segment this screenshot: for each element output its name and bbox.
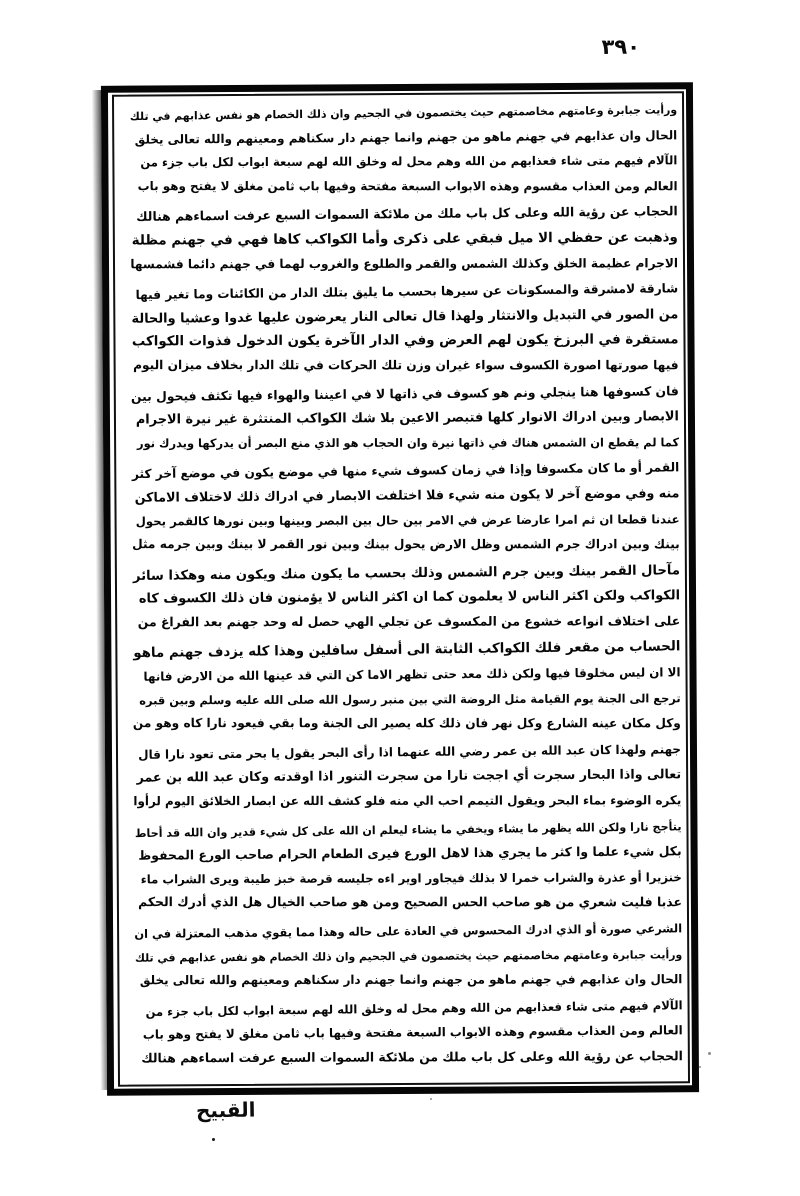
text-line-content: الحجاب عن رؤية الله وعلى كل باب ملك من ملائكة السموات السبع عرفت اسماءهم هنالك: [141, 1048, 683, 1066]
text-line-content: الحال وان عذابهم في جهنم ماهو من جهنم وانما جهنم دار سكناهم ومعينهم والله تعالى يخلق: [139, 972, 683, 988]
text-line-content: مآحال القمر بينك وبين جرم الشمس وذلك بحسب ما يكون منك ويكون منه وهكذا سائر: [132, 562, 680, 584]
text-line: [133, 762, 681, 791]
text-line: [133, 608, 681, 635]
text-line: [132, 531, 680, 557]
text-line: [131, 403, 679, 432]
text-line-content: الحال وان عذابهم في جهنم ماهو من جهنم وانما جهنم دار سكناهم ومعينهم والله تعالى يخلق: [134, 127, 678, 147]
text-line: [135, 966, 683, 993]
text-line-content: الا ان ليس مخلوقا فيها ولكن ذلك معد حتى تظهر الاما كن التي قد عينها الله من الارض فانها: [143, 665, 681, 684]
text-line-content: القمر أو ما كان مكسوفا وإذا في زمان كسوف شيء منها في موضع يكون في موضع آخر كثر: [131, 460, 680, 482]
text-line: [131, 352, 679, 378]
text-line-content: شارقة لامشرقة والمسكونات عن سيرها بحسب ما يليق بتلك الدار من الكائنات وما تغير فيها: [135, 281, 679, 303]
text-line: [133, 710, 681, 736]
text-line-content: الآلام فيهم متى شاء فعذابهم من الله وهم محل له وخلق الله لهم سبعة ابواب لكل باب جزء من: [145, 998, 683, 1019]
text-line-content: العالم ومن العذاب مقسوم وهذه الابواب السبعة مفتحة وفيها باب ثامن مغلق لا يفتح وهو باب: [137, 178, 678, 194]
text-line: [130, 173, 678, 199]
text-line-content: من الصور في التبديل والانتثار ولهذا قال تعالى النار يعرضون عليها غدوا وعشيا والحالة: [131, 307, 679, 327]
text-line: [132, 583, 680, 612]
ink-speck: [708, 1052, 711, 1055]
text-line-content: تعالى واذا البحار سجرت أي اججت نارا من سجرت التنور اذا اوقدته وكان عبد الله بن عمر: [136, 767, 682, 787]
text-line-content: فيها صورتها اصورة الكسوف سواء غيران وزن تلك الحركات في تلك الدار بخلاف ميزان اليوم: [133, 358, 679, 373]
catchword: القبيح: [195, 1097, 256, 1123]
text-line-content: وكل مكان عينه الشارع وكل نهر فان ذلك كله يصير الى الجنة وما بقي فيعود نارا كاه وهو من: [132, 716, 681, 731]
text-line-content: جهنم ولهذا كان عبد الله بن عمر رضي الله عنهما اذا رأى البحر يقول يا بحر متى تعود نارا قال: [138, 742, 682, 762]
text-line-content: ترجع الى الجنة يوم القيامة مثل الروضة التي بين منبر رسول الله صلى الله عليه وسلم وبين قبره: [139, 690, 681, 708]
text-line-content: الشرعي صورة أو الذي ادرك المحسوس في العادة على حاله وهذا مما يقوي مذهب المعتزلة في ان: [134, 921, 683, 941]
text-line-content: عندنا قطعا ان ثم امرا عارضا عرض في الامر بين حال بين البصر وبينها وبين نورها كالقمر يحول: [135, 511, 680, 528]
text-line-content: الكواكب ولكن اكثر الناس لا يعلمون كما ان اكثر الناس لا يؤمنون فان ذلك الكسوف كاه: [138, 588, 681, 607]
text-line: [130, 224, 678, 253]
text-line: [134, 787, 682, 814]
text-line: [134, 890, 682, 916]
text-line-content: الاجرام عظيمة الخلق وكذلك الشمس والقمر والطلوع والغروب لهما في جهنم دائما فشمسها: [130, 255, 679, 271]
text-line: [131, 429, 679, 456]
text-line-content: كما لم يقطع ان الشمس هناك في ذاتها نيرة وان الحجاب هو الذي منع البصر أن يدركها ويدرك نور: [137, 435, 680, 451]
text-line: [130, 250, 678, 277]
ink-speck: [699, 1066, 701, 1068]
text-line: [135, 1043, 683, 1071]
ink-speck: [430, 1098, 432, 1100]
text-line-content: العالم ومن العذاب مقسوم وهذه الابواب السبعة مفتحة وفيها باب ثامن مغلق لا يفتح وهو باب: [142, 1023, 683, 1043]
text-line-content: بينك وبين ادراك جرم الشمس وظل الارض يحول بينك وبين نور القمر لا بينك وبين جرمه مثل: [132, 537, 680, 552]
text-frame: [101, 82, 699, 1096]
text-line-content: الآلام فيهم متى شاء فعذابهم من الله وهم محل له وخلق الله لهم سبعة ابواب لكل باب جزء من: [140, 153, 678, 170]
text-line-content: فان كسوفها هنا ينجلي ونم هو كسوف في ذاتها لا في اعيننا والهواء فيها تكثف فيحول بين: [130, 382, 679, 404]
body-text-block: [121, 96, 683, 1083]
text-line: [130, 147, 678, 175]
text-line-content: ورأيت جبابرة وعامتهم مخاصمتهم حيث يختصمون في الجحيم وان ذلك الخصام هو نفس عذابهم في تلك: [134, 947, 683, 965]
text-line-content: عذبا فليت شعري من هو صاحب الحس الصحيح ومن هو صاحب الخيال هل الذي أدرك الحكم: [138, 894, 682, 910]
text-line-content: منه وفي موضع آخر لا يكون منه شيء فلا اختلفت الابصار في ادراك ذلك لاختلاف الاماكن: [134, 486, 680, 506]
text-line: [133, 685, 681, 713]
text-line-content: خنزيرا أو عذرة والشراب خمرا لا بذلك فيجاور اوير اءه جليسه قرصة خبز طيبة ويرى الشراب ماء: [140, 870, 682, 887]
text-line: [134, 864, 682, 892]
text-line-content: الابصار وبين ادراك الانوار كلها فتبصر الاعين بلا شك الكواكب المنتثرة غير نيرة الاجرام: [135, 409, 679, 428]
page-number: ٣٩٠: [601, 34, 641, 60]
text-line-content: الحساب من مقعر فلك الكواكب الثابتة الى أسفل سافلين وهذا كله يزدف جهنم ماهو: [133, 638, 681, 662]
text-line-content: الحجاب عن رؤية الله وعلى كل باب ملك من ملائكة السموات السبع عرفت اسماءهم هنالك: [136, 203, 678, 225]
text-line: [132, 506, 680, 534]
text-line-content: يكره الوضوء بماء البحر ويقول التيمم احب الي منه فلو كشف الله عن ابصار الخلائق اليوم لرأوا: [133, 793, 682, 809]
text-line-content: بكل شيء علما وا كثر ما يجري هذا لاهل الورع فيرى الطعام الحرام صاحب الورع المحفوظ: [138, 843, 682, 863]
text-line-content: يتأجج نارا ولكن الله يظهر ما يشاء ويخفي ما يشاء ليعلم ان الله على كل شيء قدير وان الله قد أحاط: [134, 819, 682, 840]
text-line-content: وذهبت عن حفظي الا ميل فبقي على ذكرى وأما الكواكب كاها فهي في جهنم مظلة: [131, 229, 678, 249]
text-line: [131, 327, 679, 355]
ink-speck: [212, 1138, 215, 1141]
text-line-content: ورأيت جبابرة وعامتهم مخاصمتهم حيث يختصمون في الجحيم وان ذلك الخصام هو نفس عذابهم في تلك: [129, 103, 678, 124]
text-line-content: مستقرة في البرزخ يكون لهم العرض وفي الدار الآخرة يكون الدخول فذوات الكواكب: [131, 331, 679, 350]
text-line-content: على اختلاف انواعه خشوع من المكسوف عن تجلي الهي حصل له وحد جهنم بعد الفراغ من: [137, 613, 681, 630]
